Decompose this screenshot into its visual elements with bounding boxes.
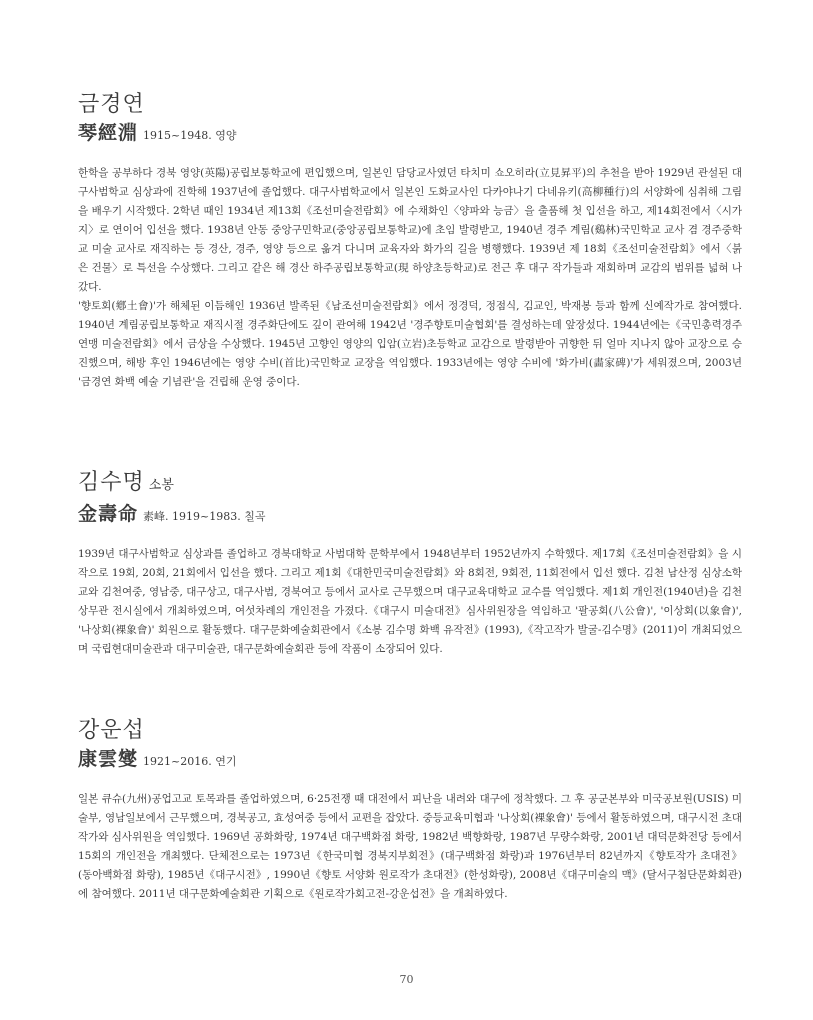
biography-paragraph: 한학을 공부하다 경북 영양(英陽)공립보통학교에 편입했으며, 일본인 담당교사였던 타치미 쇼오히라(立見昇平)의 추천을 받아 1929년 관설된 대구사범학교 심상과에 진학해 1937년에 졸업했다. 대구사범학교에서 일본인 도화교사인 다카야나기 다네유키(高柳種行)의 서양화에 심취해 그림을 배우기 시작했다. 2학년 때인 1934년 제13회《조선미술전람회》에 수채화인〈양파와 능금〉을 출품해 첫 입선을 하고, 제14회전에서〈시가지〉로 연이어 입선을 했다. 1938년 안동 중앙구민학교(중앙공립보통학교)에 초임 발령받고, 1940년 경주 계림(鷄林)국민학교 교사 겸 경주중학교 미술 교사로 재직하는 등 경산, 경주, 영양 등으로 옮겨 다니며 교육자와 화가의 길을 병행했다. 1939년 제 18회《조선미술전람회》에서〈붉은 건물〉로 특선을 수상했다. 그리고 같은 해 경산 하주공립보통학교(現 하양초등학교)로 전근 후 대구 작가들과 재회하며 교감의 범위를 넓혀 나갔다. bbox=[78, 167, 742, 293]
artist-meta: 素峰. 1919~1983. 칠곡 bbox=[143, 510, 266, 523]
artist-name-korean: 김수명 소봉 bbox=[78, 470, 174, 495]
artist-biography bbox=[78, 164, 742, 392]
artist-name-hanja: 金壽命 bbox=[78, 503, 139, 525]
artist-name-korean: 강운섭 bbox=[78, 718, 145, 743]
artist-biography bbox=[78, 545, 742, 659]
artist-meta: 1921~2016. 연기 bbox=[143, 755, 237, 768]
artist-name-hanja: 琴經淵 bbox=[78, 122, 139, 144]
artist-name-line bbox=[78, 121, 742, 148]
artist-alias: 소봉 bbox=[148, 478, 174, 493]
artist-entry-3 bbox=[78, 718, 742, 904]
page-number: 70 bbox=[399, 973, 414, 986]
artist-name-hanja: 康雲燮 bbox=[78, 748, 139, 770]
biography-paragraph: 일본 큐슈(九州)공업고교 토목과를 졸업하였으며, 6·25전쟁 때 대전에서 피난을 내려와 대구에 정착했다. 그 후 공군본부와 미국공보원(USIS) 미술부, 영남일보에서 근무했으며, 경북공고, 효성여중 등에서 교편을 잡았다. 중등교육미협과 '나상회(裸象會)' 등에서 활동하였으며, 대구시전 초대작가와 심사위원을 역임했다. 1969년 공화화랑, 1974년 대구백화점 화랑, 1982년 백향화랑, 1987년 무량수화랑, 2001년 대덕문화전당 등에서 15회의 개인전을 개최했다. 단체전으로는 1973년《한국미협 경북지부회전》(대구백화점 화랑)과 1976년부터 82년까지《향토작가 초대전》(동아백화점 화랑), 1985년《대구시전》, 1990년《향토 서양화 원로작가 초대전》(한성화랑), 2008년《대구미술의 맥》(달서구첨단문화회관)에 참여했다. 2011년 대구문화예술회관 기획으로《원로작가회고전-강운섭전》을 개최하였다. bbox=[78, 793, 742, 900]
artist-name-line bbox=[78, 747, 742, 774]
artist-name-line bbox=[78, 502, 742, 529]
artist-meta: 1915~1948. 영양 bbox=[143, 129, 237, 142]
artist-entry-2 bbox=[78, 470, 742, 659]
artist-biography bbox=[78, 790, 742, 904]
biography-paragraph: 1939년 대구사범학교 심상과를 졸업하고 경북대학교 사범대학 문학부에서 1948년부터 1952년까지 수학했다. 제17회《조선미술전람회》을 시작으로 19회, 20회, 21회에서 입선을 했다. 그리고 제1회《대한민국미술전람회》와 8회전, 9회전, 11회전에서 입선 했다. 김천 남산정 심상소학교와 김천여중, 영남중, 대구상고, 대구사범, 경북여고 등에서 교사로 근무했으며 대구교육대학교 교수를 역임했다. 제1회 개인전(1940년)을 김천 상무관 전시실에서 개최하였으며, 여섯차례의 개인전을 가졌다.《대구시 미술대전》심사위원장을 역임하고 '팔공회(八公會)', '이상회(以象會)', '나상회(裸象會)' 회원으로 활동했다. 대구문화예술회관에서《소봉 김수명 화백 유작전》(1993),《작고작가 발굴-김수명》(2011)이 개최되었으며 국립현대미술관과 대구미술관, 대구문화예술회관 등에 작품이 소장되어 있다. bbox=[78, 548, 742, 655]
biography-paragraph: '향토회(鄕土會)'가 해체된 이듬해인 1936년 발족된《남조선미술전람회》에서 정경덕, 정점식, 김교인, 박재봉 등과 함께 신예작가로 참여했다. 1940년 계림공립보통학교 재직시절 경주화단에도 깊이 관여해 1942년 '경주향토미술협회'를 결성하는데 앞장섰다. 1944년에는《국민총력경주연맹 미술전람회》에서 금상을 수상했다. 1945년 고향인 영양의 입암(立岩)초등학교 교감으로 발령받아 귀향한 뒤 얼마 지나지 않아 교장으로 승진했으며, 해방 후인 1946년에는 영양 수비(首比)국민학교 교장을 역임했다. 1933년에는 영양 수비에 '화가비(畵家碑)'가 세워졌으며, 2003년 '금경연 화백 예술 기념관'을 건립해 운영 중이다. bbox=[78, 300, 742, 388]
artist-entry-1 bbox=[78, 92, 742, 392]
artist-name-korean: 금경연 bbox=[78, 92, 145, 117]
